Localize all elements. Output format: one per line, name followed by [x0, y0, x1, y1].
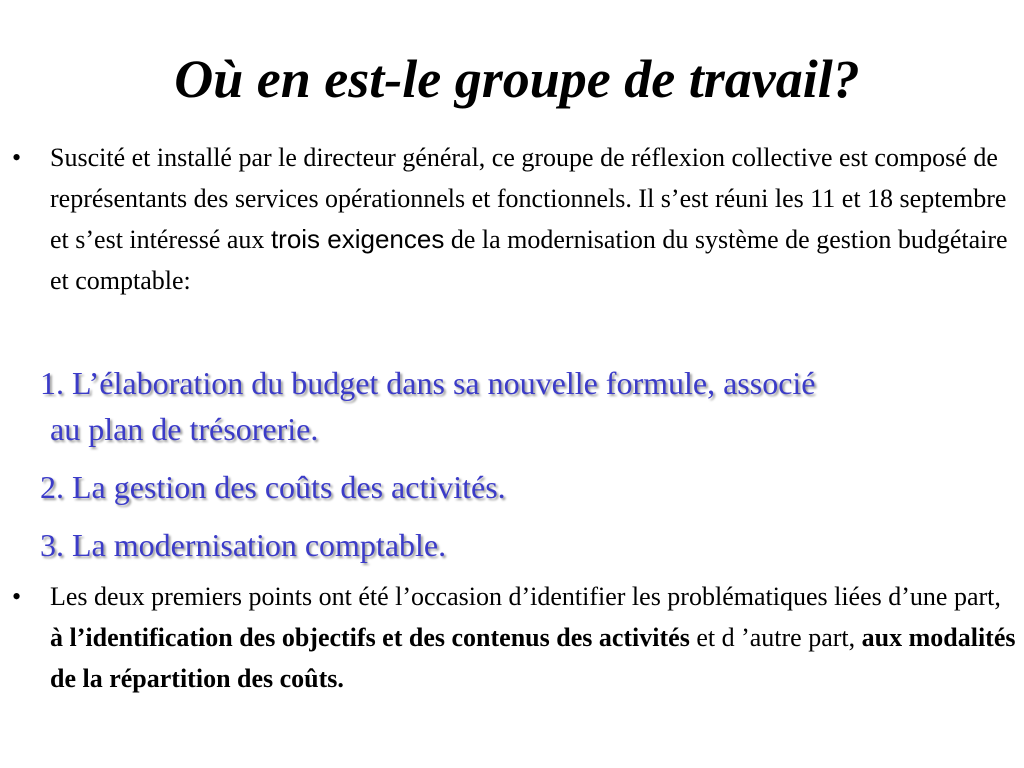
paragraph-2-text	[50, 576, 1017, 699]
paragraph-2-part1: Les deux premiers points ont été l’occasion d’identifier les problématiques liées d’une part,	[50, 582, 1001, 611]
numbered-item-3: 3. La modernisation comptable.	[40, 527, 447, 563]
numbered-item-1-line2: au plan de trésorerie.	[50, 411, 319, 447]
paragraph-1-emphasis: trois exigences	[270, 224, 445, 254]
bullet-icon: •	[12, 582, 22, 611]
paragraph-1-part2: de la modernisation du système de gestion budgétaire et comptable:	[50, 225, 1008, 295]
bullet-paragraph-1	[12, 137, 1017, 301]
paragraph-1-text	[50, 137, 1017, 301]
numbered-item-1	[40, 360, 1015, 452]
paragraph-2-bold1: à l’identification des objectifs et des contenus des activités	[50, 623, 690, 652]
bullet-icon: •	[12, 143, 22, 172]
slide-title: Où en est-le groupe de travail?	[174, 49, 860, 109]
paragraph-2-bold2: aux modalités de la répartition des coûts.	[50, 623, 1016, 693]
paragraph-2-part2: et d ’autre part,	[689, 623, 862, 652]
numbered-item-2: 2. La gestion des coûts des activités.	[40, 469, 506, 505]
paragraph-1-part1: Suscité et installé par le directeur général, ce groupe de réflexion collective est composé de représentants des services opérationnels et fonctionnels. Il s’est réuni les 11 et 18 septembre et s’est intéressé aux	[50, 143, 1007, 254]
numbered-item-1-line1: 1. L’élaboration du budget dans sa nouvelle formule, associé	[40, 365, 816, 401]
bullet-paragraph-2	[12, 576, 1017, 699]
